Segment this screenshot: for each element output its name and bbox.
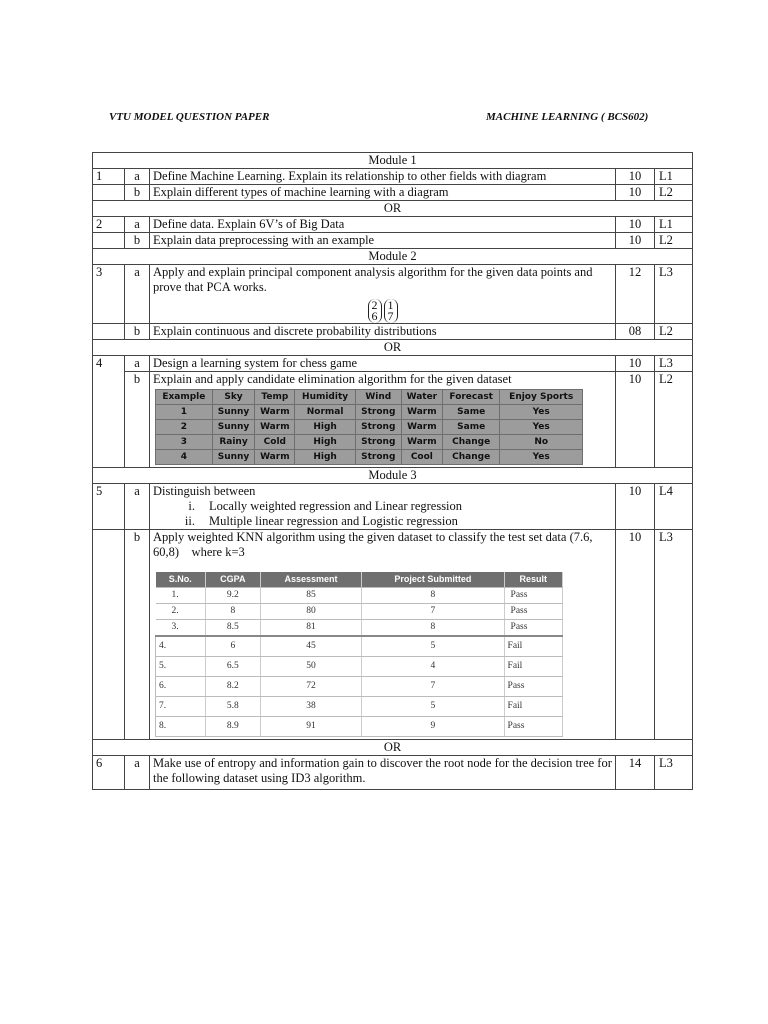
data-point-vector: 2 6 bbox=[368, 299, 382, 323]
column-header: Temp bbox=[255, 390, 295, 405]
question-part: a bbox=[125, 217, 150, 233]
question-3b bbox=[93, 324, 693, 340]
table-cell: Cool bbox=[401, 450, 442, 465]
table-row bbox=[156, 677, 563, 697]
question-level: L4 bbox=[655, 484, 693, 530]
table-cell: Strong bbox=[355, 405, 401, 420]
question-marks: 10 bbox=[616, 217, 655, 233]
question-number: 2 bbox=[93, 217, 125, 233]
table-cell: Warm bbox=[401, 420, 442, 435]
question-marks: 10 bbox=[616, 169, 655, 185]
table-cell: 6.5 bbox=[205, 657, 260, 677]
table-header-row bbox=[156, 390, 583, 405]
table-cell: Warm bbox=[401, 435, 442, 450]
question-marks: 14 bbox=[616, 756, 655, 790]
table-cell: Pass bbox=[504, 677, 562, 697]
pca-data-points bbox=[153, 299, 612, 323]
question-level: L3 bbox=[655, 265, 693, 324]
table-cell: 8 bbox=[362, 620, 504, 637]
column-header: Sky bbox=[212, 390, 255, 405]
question-level: L3 bbox=[655, 356, 693, 372]
table-cell: Warm bbox=[255, 420, 295, 435]
table-cell: 3. bbox=[156, 620, 206, 637]
question-number: 5 bbox=[93, 484, 125, 530]
question-text: Apply weighted KNN algorithm using the given dataset to classify the test set data (7.6, 60,8) where k=3 bbox=[153, 530, 596, 559]
question-level: L3 bbox=[655, 530, 693, 740]
table-cell: Pass bbox=[504, 620, 562, 637]
table-cell: Sunny bbox=[212, 405, 255, 420]
table-cell: 7. bbox=[156, 697, 206, 717]
column-header: Water bbox=[401, 390, 442, 405]
table-cell: 8 bbox=[362, 588, 504, 604]
question-part: a bbox=[125, 756, 150, 790]
question-part: b bbox=[125, 324, 150, 340]
table-cell: 7 bbox=[362, 604, 504, 620]
table-cell: 80 bbox=[260, 604, 362, 620]
question-1b bbox=[93, 185, 693, 201]
question-1a bbox=[93, 169, 693, 185]
question-part: b bbox=[125, 185, 150, 201]
column-header: Project Submitted bbox=[362, 572, 504, 588]
question-table bbox=[92, 152, 693, 790]
table-cell: Strong bbox=[355, 420, 401, 435]
table-cell: 3 bbox=[156, 435, 213, 450]
table-cell: 4 bbox=[362, 657, 504, 677]
column-header: Example bbox=[156, 390, 213, 405]
table-cell: Cold bbox=[255, 435, 295, 450]
or-separator: OR bbox=[93, 201, 693, 217]
table-cell: 8.5 bbox=[205, 620, 260, 637]
column-header: Wind bbox=[355, 390, 401, 405]
table-cell: Same bbox=[443, 405, 500, 420]
question-part: a bbox=[125, 484, 150, 530]
question-part: b bbox=[125, 530, 150, 740]
table-cell: Change bbox=[443, 435, 500, 450]
question-marks: 10 bbox=[616, 372, 655, 468]
table-cell: Pass bbox=[504, 588, 562, 604]
question-part: a bbox=[125, 356, 150, 372]
question-text: Apply and explain principal component analysis algorithm for the given data points and prove that PCA works. bbox=[153, 265, 593, 294]
table-cell: 8.9 bbox=[205, 717, 260, 737]
module-2-title: Module 2 bbox=[93, 249, 693, 265]
table-cell: Strong bbox=[355, 435, 401, 450]
table-cell: 6 bbox=[205, 636, 260, 657]
or-separator: OR bbox=[93, 340, 693, 356]
question-level: L2 bbox=[655, 372, 693, 468]
question-4a bbox=[93, 356, 693, 372]
question-6a bbox=[93, 756, 693, 790]
column-header: CGPA bbox=[205, 572, 260, 588]
candidate-elimination-dataset bbox=[155, 389, 583, 465]
table-cell: Sunny bbox=[212, 420, 255, 435]
column-header: S.No. bbox=[156, 572, 206, 588]
column-header: Enjoy Sports bbox=[500, 390, 583, 405]
column-header: Result bbox=[504, 572, 562, 588]
table-cell: Fail bbox=[504, 657, 562, 677]
table-cell: 72 bbox=[260, 677, 362, 697]
question-text: Explain data preprocessing with an example bbox=[150, 233, 616, 249]
question-text: Make use of entropy and information gain to discover the root node for the decision tree for the following dataset using ID3 algorithm. bbox=[150, 756, 616, 790]
table-cell: No bbox=[500, 435, 583, 450]
table-cell: Same bbox=[443, 420, 500, 435]
question-number: 6 bbox=[93, 756, 125, 790]
table-cell: Warm bbox=[255, 405, 295, 420]
question-5a bbox=[93, 484, 693, 530]
table-cell: Change bbox=[443, 450, 500, 465]
data-point-vector: 1 7 bbox=[384, 299, 398, 323]
question-level: L3 bbox=[655, 756, 693, 790]
question-number: 4 bbox=[93, 356, 125, 468]
or-separator: OR bbox=[93, 740, 693, 756]
table-row bbox=[156, 405, 583, 420]
column-header: Humidity bbox=[295, 390, 355, 405]
question-2a bbox=[93, 217, 693, 233]
question-marks: 12 bbox=[616, 265, 655, 324]
module-3-title: Module 3 bbox=[93, 468, 693, 484]
question-marks: 10 bbox=[616, 185, 655, 201]
table-cell: 5 bbox=[362, 697, 504, 717]
question-text: Explain and apply candidate elimination algorithm for the given dataset bbox=[153, 372, 512, 386]
question-number: 3 bbox=[93, 265, 125, 324]
table-cell: 6. bbox=[156, 677, 206, 697]
question-text: Explain continuous and discrete probability distributions bbox=[150, 324, 616, 340]
question-5b bbox=[93, 530, 693, 740]
question-2b bbox=[93, 233, 693, 249]
question-marks: 08 bbox=[616, 324, 655, 340]
question-level: L1 bbox=[655, 169, 693, 185]
module-1-title: Module 1 bbox=[93, 153, 693, 169]
question-part: a bbox=[125, 169, 150, 185]
table-cell: Rainy bbox=[212, 435, 255, 450]
table-cell: 8. bbox=[156, 717, 206, 737]
question-level: L2 bbox=[655, 185, 693, 201]
column-header: Forecast bbox=[443, 390, 500, 405]
question-marks: 10 bbox=[616, 530, 655, 740]
question-level: L2 bbox=[655, 324, 693, 340]
table-cell: 81 bbox=[260, 620, 362, 637]
question-3a bbox=[93, 265, 693, 324]
table-row bbox=[156, 435, 583, 450]
table-row bbox=[156, 636, 563, 657]
table-cell: 8 bbox=[205, 604, 260, 620]
table-row bbox=[156, 717, 563, 737]
table-cell: 1. bbox=[156, 588, 206, 604]
question-marks: 10 bbox=[616, 233, 655, 249]
table-cell: Warm bbox=[255, 450, 295, 465]
table-cell: 9 bbox=[362, 717, 504, 737]
table-cell: Warm bbox=[401, 405, 442, 420]
table-cell: 9.2 bbox=[205, 588, 260, 604]
question-text: Distinguish between bbox=[153, 484, 256, 498]
question-level: L2 bbox=[655, 233, 693, 249]
question-marks: 10 bbox=[616, 484, 655, 530]
question-marks: 10 bbox=[616, 356, 655, 372]
knn-dataset bbox=[155, 572, 563, 737]
question-text: Design a learning system for chess game bbox=[150, 356, 616, 372]
table-row bbox=[156, 588, 563, 604]
header-right: MACHINE LEARNING ( BCS602) bbox=[486, 111, 649, 123]
table-cell: Normal bbox=[295, 405, 355, 420]
table-cell: 7 bbox=[362, 677, 504, 697]
question-number: 1 bbox=[93, 169, 125, 185]
table-cell: Pass bbox=[504, 717, 562, 737]
table-cell: 5 bbox=[362, 636, 504, 657]
table-cell: 1 bbox=[156, 405, 213, 420]
table-cell: High bbox=[295, 435, 355, 450]
question-part: b bbox=[125, 233, 150, 249]
table-cell: 2. bbox=[156, 604, 206, 620]
question-part: b bbox=[125, 372, 150, 468]
table-row bbox=[156, 420, 583, 435]
header-left: VTU MODEL QUESTION PAPER bbox=[109, 111, 270, 123]
table-header-row bbox=[156, 572, 563, 588]
table-cell: 38 bbox=[260, 697, 362, 717]
table-cell: 85 bbox=[260, 588, 362, 604]
table-cell: Yes bbox=[500, 450, 583, 465]
table-row bbox=[156, 697, 563, 717]
question-text: Define data. Explain 6V’s of Big Data bbox=[150, 217, 616, 233]
table-cell: 4 bbox=[156, 450, 213, 465]
sub-item: ii. Multiple linear regression and Logistic regression bbox=[184, 514, 458, 528]
sub-item: i. Locally weighted regression and Linear regression bbox=[188, 499, 463, 513]
table-row bbox=[156, 620, 563, 637]
table-cell: High bbox=[295, 420, 355, 435]
table-cell: 45 bbox=[260, 636, 362, 657]
table-cell: 5. bbox=[156, 657, 206, 677]
table-row bbox=[156, 657, 563, 677]
table-cell: 91 bbox=[260, 717, 362, 737]
table-cell: Yes bbox=[500, 420, 583, 435]
table-row bbox=[156, 450, 583, 465]
question-text: Explain different types of machine learning with a diagram bbox=[150, 185, 616, 201]
question-part: a bbox=[125, 265, 150, 324]
table-cell: Strong bbox=[355, 450, 401, 465]
question-4b bbox=[93, 372, 693, 468]
table-cell: Fail bbox=[504, 697, 562, 717]
table-cell: 4. bbox=[156, 636, 206, 657]
table-cell: 2 bbox=[156, 420, 213, 435]
table-cell: Yes bbox=[500, 405, 583, 420]
column-header: Assessment bbox=[260, 572, 362, 588]
table-cell: Pass bbox=[504, 604, 562, 620]
table-cell: Sunny bbox=[212, 450, 255, 465]
table-row bbox=[156, 604, 563, 620]
table-cell: 50 bbox=[260, 657, 362, 677]
table-cell: 8.2 bbox=[205, 677, 260, 697]
table-cell: 5.8 bbox=[205, 697, 260, 717]
table-cell: High bbox=[295, 450, 355, 465]
question-text: Define Machine Learning. Explain its relationship to other fields with diagram bbox=[150, 169, 616, 185]
question-level: L1 bbox=[655, 217, 693, 233]
table-cell: Fail bbox=[504, 636, 562, 657]
